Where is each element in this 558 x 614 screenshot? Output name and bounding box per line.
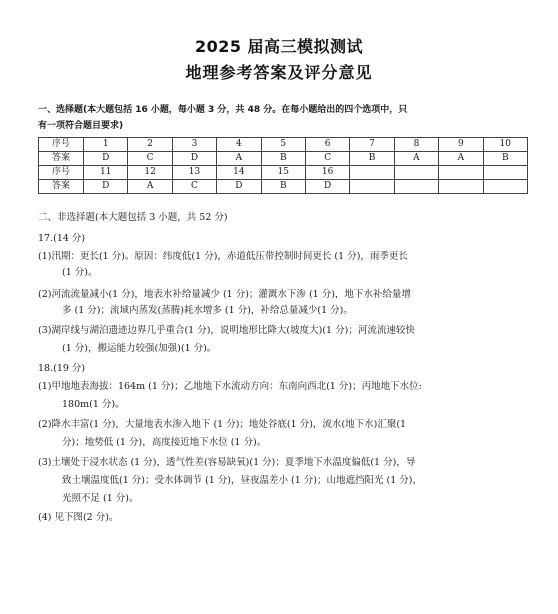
q18-part2-line1: (2)降水丰富(1 分)，大量地表水渗入地下 (1 分)；地处谷底(1 分)，流水(地下水)汇聚(1 bbox=[38, 419, 407, 430]
table-cell bbox=[350, 166, 394, 180]
row-label: 答案 bbox=[39, 180, 84, 194]
table-cell: C bbox=[172, 180, 216, 194]
table-cell: C bbox=[305, 152, 349, 166]
table-cell: 12 bbox=[128, 166, 172, 180]
table-row bbox=[39, 152, 528, 166]
table-cell bbox=[439, 166, 483, 180]
section2-heading: 二、非选择题(本大题包括 3 小题，共 52 分) bbox=[38, 212, 228, 223]
table-cell bbox=[394, 180, 438, 194]
table-cell: D bbox=[305, 180, 349, 194]
table-row bbox=[39, 180, 528, 194]
q18-part2-line2: 分)；地势低 (1 分)，高度接近地下水位 (1 分)。 bbox=[62, 437, 267, 448]
table-cell: A bbox=[439, 152, 483, 166]
table-cell: 5 bbox=[261, 138, 305, 152]
q17-part1-line1: (1)汛期：更长(1 分)。原因：纬度低(1 分)，赤道低压带控制时间更长 (1 分)，雨季更长 bbox=[38, 251, 408, 262]
table-cell bbox=[350, 180, 394, 194]
q18-title: 18.(19 分) bbox=[38, 363, 86, 374]
q18-part1-line2: 180m(1 分)。 bbox=[62, 399, 125, 410]
table-cell: B bbox=[261, 152, 305, 166]
table-cell: 15 bbox=[261, 166, 305, 180]
q18-part3-line3: 光照不足 (1 分)。 bbox=[62, 493, 139, 504]
table-cell: D bbox=[84, 180, 128, 194]
table-cell: 13 bbox=[172, 166, 216, 180]
table-cell: A bbox=[128, 180, 172, 194]
answer-table bbox=[38, 137, 528, 194]
table-cell: 6 bbox=[305, 138, 349, 152]
table-cell: 8 bbox=[394, 138, 438, 152]
table-cell bbox=[439, 180, 483, 194]
table-cell: 14 bbox=[217, 166, 261, 180]
table-cell: 7 bbox=[350, 138, 394, 152]
table-row bbox=[39, 166, 528, 180]
table-cell: 2 bbox=[128, 138, 172, 152]
table-cell: D bbox=[217, 180, 261, 194]
table-cell: 9 bbox=[439, 138, 483, 152]
q17-part2-line2: 多 (1 分)；流域内蒸发(蒸腾)耗水增多 (1 分)，补给总量减少(1 分)。 bbox=[62, 305, 353, 316]
q17-title: 17.(14 分) bbox=[38, 233, 86, 244]
table-cell: D bbox=[84, 152, 128, 166]
q17-part1-line2: (1 分)。 bbox=[62, 267, 98, 278]
q18-part1-line1: (1)甲地地表海拔：164m (1 分)；乙地地下水流动方向：东南向西北(1 分)；丙地地下水位: bbox=[38, 381, 422, 392]
table-cell: 16 bbox=[305, 166, 349, 180]
q17-part3-line1: (3)湖岸线与湖泊遗迹边界几乎重合(1 分)，说明地形比降大(坡度大)(1 分)；河流流速较快 bbox=[38, 325, 415, 336]
q18-part3-line2: 致土壤温度低(1 分)；受水体调节 (1 分)，昼夜温差小 (1 分)；山地遮挡阳光 (1 分)， bbox=[62, 475, 422, 486]
table-cell bbox=[483, 180, 527, 194]
q18-part3-line1: (3)土壤处于浸水状态 (1 分)，透气性差(容易缺氧)(1 分)；夏季地下水温度偏低(1 分)，导 bbox=[38, 457, 416, 468]
section1-heading-line2: 有一项符合题目要求) bbox=[38, 121, 124, 131]
table-cell: A bbox=[394, 152, 438, 166]
table-cell: D bbox=[172, 152, 216, 166]
page-title: 2025 届高三模拟测试 bbox=[194, 37, 364, 56]
row-label: 答案 bbox=[39, 152, 84, 166]
q17-part3-line2: (1 分)，搬运能力较强(加强)(1 分)。 bbox=[62, 343, 217, 354]
page-subtitle: 地理参考答案及评分意见 bbox=[185, 63, 373, 82]
table-cell: 10 bbox=[483, 138, 527, 152]
q17-part2-line1: (2)河流流量减小(1 分)，地表水补给量减少 (1 分)；灌溉水下渗 (1 分)，地下水补给量增 bbox=[38, 289, 411, 300]
table-cell: B bbox=[350, 152, 394, 166]
table-cell: A bbox=[217, 152, 261, 166]
table-row bbox=[39, 138, 528, 152]
row-label: 序号 bbox=[39, 166, 84, 180]
table-cell: B bbox=[483, 152, 527, 166]
section1-heading-line1: 一、选择题(本大题包括 16 小题，每小题 3 分，共 48 分。在每小题给出的四个选项中，只 bbox=[38, 105, 408, 115]
table-cell: B bbox=[261, 180, 305, 194]
table-cell: 1 bbox=[84, 138, 128, 152]
table-cell bbox=[483, 166, 527, 180]
row-label: 序号 bbox=[39, 138, 84, 152]
table-cell: 3 bbox=[172, 138, 216, 152]
q18-part4: (4) 见下图(2 分)。 bbox=[38, 512, 119, 523]
table-cell: 11 bbox=[84, 166, 128, 180]
table-cell: 4 bbox=[217, 138, 261, 152]
table-cell bbox=[394, 166, 438, 180]
table-cell: C bbox=[128, 152, 172, 166]
